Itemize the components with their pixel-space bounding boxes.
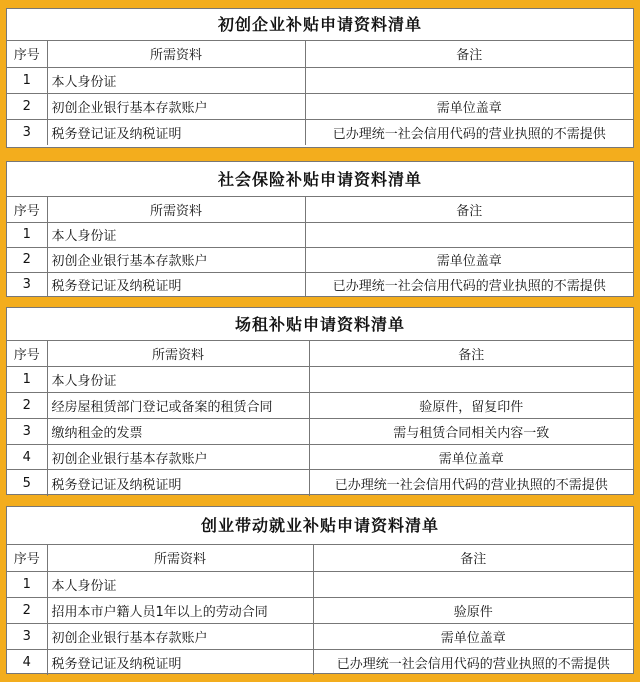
row-num: 4 <box>7 649 47 675</box>
row-item: 初创企业银行基本存款账户 <box>47 93 305 119</box>
row-note: 需单位盖章 <box>305 247 633 272</box>
row-item: 初创企业银行基本存款账户 <box>47 623 313 649</box>
section-social-insurance-subsidy <box>6 161 634 297</box>
section-title: 创业带动就业补贴申请资料清单 <box>7 507 633 545</box>
row-note: 需单位盖章 <box>313 623 633 649</box>
table-row <box>7 470 633 496</box>
header-num: 序号 <box>7 545 47 571</box>
row-item: 初创企业银行基本存款账户 <box>47 247 305 272</box>
table-row <box>7 247 633 272</box>
row-note: 已办理统一社会信用代码的营业执照的不需提供 <box>309 470 633 496</box>
row-note: 已办理统一社会信用代码的营业执照的不需提供 <box>305 119 633 145</box>
requirements-table <box>7 545 633 675</box>
section-title: 场租补贴申请资料清单 <box>7 308 633 341</box>
section-employment-subsidy <box>6 506 634 674</box>
section-title: 初创企业补贴申请资料清单 <box>7 9 633 41</box>
table-row <box>7 367 633 393</box>
row-item: 税务登记证及纳税证明 <box>47 119 305 145</box>
row-num: 4 <box>7 444 47 470</box>
row-num: 1 <box>7 571 47 597</box>
row-num: 2 <box>7 93 47 119</box>
row-note <box>305 222 633 247</box>
table-header-row <box>7 341 633 367</box>
header-num: 序号 <box>7 197 47 222</box>
header-note: 备注 <box>305 197 633 222</box>
row-num: 1 <box>7 222 47 247</box>
row-note: 需单位盖章 <box>305 93 633 119</box>
table-row <box>7 119 633 145</box>
row-note: 需与租赁合同相关内容一致 <box>309 418 633 444</box>
row-num: 3 <box>7 272 47 297</box>
row-note: 已办理统一社会信用代码的营业执照的不需提供 <box>305 272 633 297</box>
table-row <box>7 444 633 470</box>
header-item: 所需资料 <box>47 545 313 571</box>
row-num: 3 <box>7 623 47 649</box>
row-item: 缴纳租金的发票 <box>47 418 309 444</box>
row-note <box>309 367 633 393</box>
row-item: 本人身份证 <box>47 222 305 247</box>
row-item: 税务登记证及纳税证明 <box>47 470 309 496</box>
header-item: 所需资料 <box>47 197 305 222</box>
row-num: 5 <box>7 470 47 496</box>
section-startup-subsidy <box>6 8 634 148</box>
table-row <box>7 418 633 444</box>
header-note: 备注 <box>305 41 633 67</box>
requirements-table <box>7 197 633 297</box>
row-item: 税务登记证及纳税证明 <box>47 272 305 297</box>
row-num: 2 <box>7 597 47 623</box>
table-row <box>7 222 633 247</box>
table-row <box>7 67 633 93</box>
row-item: 本人身份证 <box>47 571 313 597</box>
table-row <box>7 93 633 119</box>
header-note: 备注 <box>313 545 633 571</box>
section-rent-subsidy <box>6 307 634 495</box>
header-num: 序号 <box>7 341 47 367</box>
section-title: 社会保险补贴申请资料清单 <box>7 162 633 197</box>
table-row <box>7 623 633 649</box>
row-item: 招用本市户籍人员1年以上的劳动合同 <box>47 597 313 623</box>
row-note: 需单位盖章 <box>309 444 633 470</box>
row-num: 2 <box>7 393 47 419</box>
row-note: 验原件，留复印件 <box>309 393 633 419</box>
row-note <box>305 67 633 93</box>
row-item: 本人身份证 <box>47 67 305 93</box>
row-num: 2 <box>7 247 47 272</box>
header-note: 备注 <box>309 341 633 367</box>
table-header-row <box>7 41 633 67</box>
row-num: 1 <box>7 67 47 93</box>
requirements-table <box>7 341 633 496</box>
row-num: 1 <box>7 367 47 393</box>
table-row <box>7 571 633 597</box>
row-num: 3 <box>7 119 47 145</box>
row-num: 3 <box>7 418 47 444</box>
table-header-row <box>7 545 633 571</box>
header-item: 所需资料 <box>47 41 305 67</box>
row-note <box>313 571 633 597</box>
row-item: 初创企业银行基本存款账户 <box>47 444 309 470</box>
requirements-table <box>7 41 633 145</box>
table-row <box>7 649 633 675</box>
row-item: 税务登记证及纳税证明 <box>47 649 313 675</box>
row-note: 验原件 <box>313 597 633 623</box>
header-num: 序号 <box>7 41 47 67</box>
row-item: 本人身份证 <box>47 367 309 393</box>
table-row <box>7 272 633 297</box>
row-item: 经房屋租赁部门登记或备案的租赁合同 <box>47 393 309 419</box>
table-row <box>7 393 633 419</box>
header-item: 所需资料 <box>47 341 309 367</box>
table-row <box>7 597 633 623</box>
table-header-row <box>7 197 633 222</box>
row-note: 已办理统一社会信用代码的营业执照的不需提供 <box>313 649 633 675</box>
